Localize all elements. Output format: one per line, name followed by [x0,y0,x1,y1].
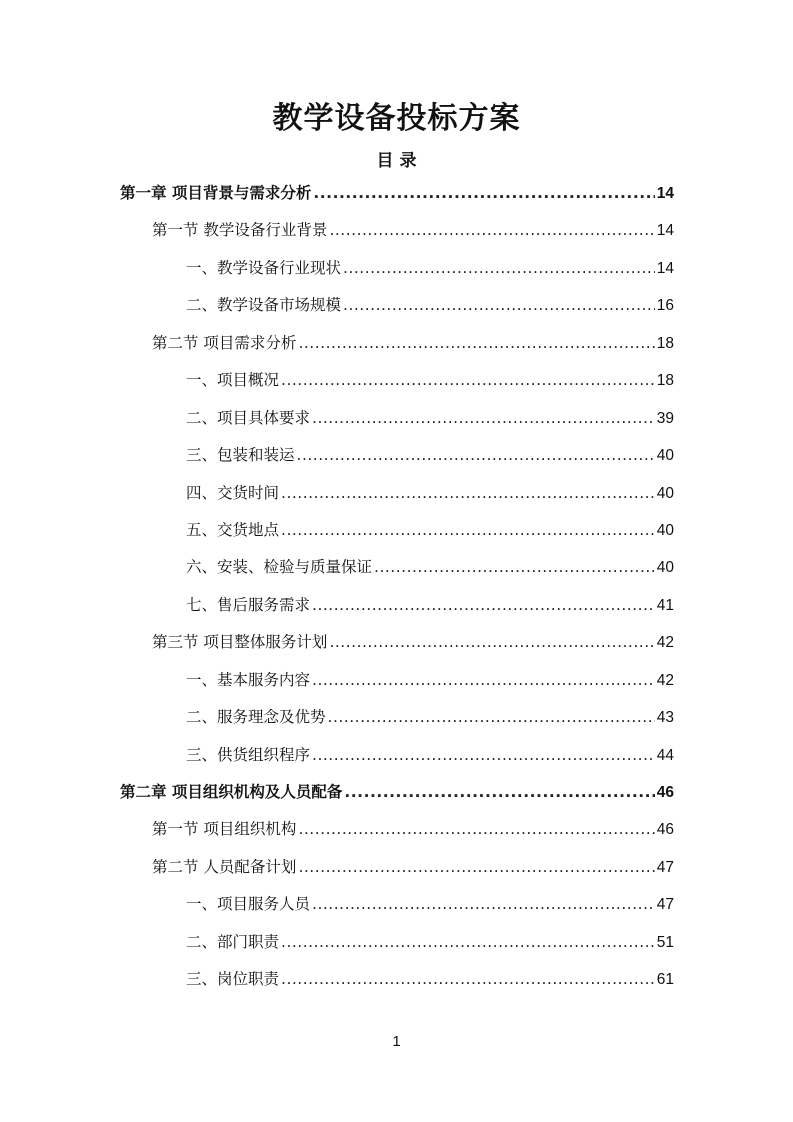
toc-item-entry[interactable] [0,475,793,512]
toc-entry-label: 一、基本服务内容 [186,670,311,689]
toc-section-entry[interactable] [0,624,793,661]
toc-item-entry[interactable] [0,287,793,324]
toc-entry-page: 14 [656,185,674,202]
dot-leader [298,849,654,886]
dot-leader [281,475,655,512]
toc-entry-label: 三、岗位职责 [186,970,280,989]
toc-heading: 目 录 [376,151,417,171]
dot-leader [298,325,654,362]
toc-entry-page: 61 [656,971,674,989]
toc-entry-label: 第一节 项目组织机构 [152,820,297,839]
dot-leader [329,212,654,249]
dot-leader [312,886,655,923]
toc-entry-page: 46 [656,821,674,839]
toc-entry-label: 四、交货时间 [186,483,280,502]
toc-entry-label: 二、服务理念及优势 [186,708,326,727]
toc-item-entry[interactable] [0,250,793,287]
toc-chapter-entry[interactable] [0,175,793,212]
toc-entry-page: 39 [656,409,674,427]
dot-leader [281,362,655,399]
toc-entry-page: 47 [656,858,674,876]
table-of-contents [0,175,793,999]
toc-entry-label: 第二节 项目需求分析 [152,333,297,352]
toc-section-entry[interactable] [0,325,793,362]
toc-entry-page: 40 [656,484,674,502]
dot-leader [312,737,655,774]
toc-entry-label: 一、项目服务人员 [186,895,311,914]
toc-chapter-entry[interactable] [0,774,793,811]
dot-leader [328,699,655,736]
toc-item-entry[interactable] [0,587,793,624]
toc-entry-page: 18 [656,334,674,352]
toc-entry-label: 第二章 项目组织机构及人员配备 [120,783,343,801]
toc-item-entry[interactable] [0,737,793,774]
toc-item-entry[interactable] [0,961,793,998]
dot-leader [312,587,655,624]
toc-item-entry[interactable] [0,512,793,549]
toc-entry-label: 二、项目具体要求 [186,408,311,427]
toc-entry-label: 三、供货组织程序 [186,745,311,764]
toc-entry-page: 14 [656,259,674,277]
toc-entry-page: 40 [656,447,674,465]
toc-entry-label: 二、部门职责 [186,932,280,951]
toc-item-entry[interactable] [0,924,793,961]
toc-entry-page: 47 [656,896,674,914]
toc-item-entry[interactable] [0,437,793,474]
toc-entry-label: 六、安装、检验与质量保证 [186,558,373,577]
toc-entry-page: 41 [656,596,674,614]
toc-item-entry[interactable] [0,886,793,923]
document-title: 教学设备投标方案 [272,101,521,136]
dot-leader [343,287,655,324]
toc-item-entry[interactable] [0,662,793,699]
toc-entry-page: 16 [656,297,674,315]
toc-section-entry[interactable] [0,212,793,249]
toc-item-entry[interactable] [0,549,793,586]
toc-entry-page: 40 [656,559,674,577]
toc-item-entry[interactable] [0,362,793,399]
toc-entry-label: 第二节 人员配备计划 [152,857,297,876]
toc-entry-label: 二、教学设备市场规模 [186,296,342,315]
dot-leader [312,662,655,699]
dot-leader [281,924,655,961]
dot-leader [329,624,654,661]
toc-section-entry[interactable] [0,811,793,848]
toc-entry-page: 46 [656,784,674,801]
dot-leader [374,549,655,586]
toc-entry-page: 40 [656,521,674,539]
toc-item-entry[interactable] [0,400,793,437]
toc-entry-label: 七、售后服务需求 [186,595,311,614]
toc-entry-label: 第三节 项目整体服务计划 [152,633,328,652]
dot-leader [281,512,655,549]
toc-entry-label: 三、包装和装运 [186,446,295,465]
toc-entry-page: 42 [656,634,674,652]
toc-item-entry[interactable] [0,699,793,736]
toc-entry-label: 一、项目概况 [186,371,280,390]
dot-leader [343,250,655,287]
page-number: 1 [392,1033,401,1050]
toc-entry-label: 五、交货地点 [186,520,280,539]
dot-leader [297,437,655,474]
toc-entry-page: 51 [656,933,674,951]
dot-leader [281,961,655,998]
toc-entry-page: 14 [656,222,674,240]
dot-leader [344,774,654,811]
dot-leader [313,175,654,212]
toc-entry-page: 18 [656,372,674,390]
toc-entry-label: 一、教学设备行业现状 [186,258,342,277]
toc-entry-label: 第一章 项目背景与需求分析 [120,184,312,202]
toc-entry-page: 42 [656,671,674,689]
toc-section-entry[interactable] [0,849,793,886]
toc-entry-page: 44 [656,746,674,764]
toc-entry-label: 第一节 教学设备行业背景 [152,221,328,240]
dot-leader [312,400,655,437]
dot-leader [298,811,654,848]
toc-entry-page: 43 [656,709,674,727]
